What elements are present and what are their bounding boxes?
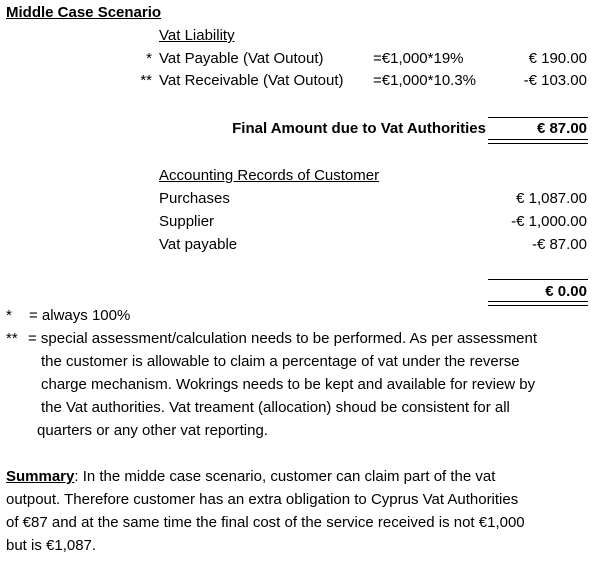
row-label: Supplier [159, 213, 215, 230]
note1-text: = always 100% [29, 307, 131, 324]
final-double-rule [488, 139, 588, 144]
row-marker: ** [140, 72, 152, 89]
row-label: Vat Receivable (Vat Outout) [159, 72, 344, 89]
total-double-rule [488, 301, 588, 306]
final-top-rule [488, 117, 588, 118]
row-formula: =€1,000*19% [373, 50, 464, 67]
row-label: Vat Payable (Vat Outout) [159, 50, 324, 67]
row-amount: € 190.00 [528, 50, 587, 67]
row-amount: -€ 1,000.00 [511, 213, 587, 230]
note2-line: = special assessment/calculation needs to be performed. As per assessment [28, 330, 538, 347]
accounting-heading: Accounting Records of Customer [159, 167, 380, 184]
row-label: Purchases [159, 190, 230, 207]
row-label: Vat payable [159, 236, 238, 253]
summary-text: : In the midde case scenario, customer can claim part of the vat [74, 468, 496, 485]
row-amount: -€ 87.00 [531, 236, 587, 253]
summary-line: but is €1,087. [6, 537, 97, 554]
total-top-rule [488, 279, 588, 280]
page-title: Middle Case Scenario [6, 4, 162, 21]
note2-line: the customer is allowable to claim a percentage of vat under the reverse [41, 353, 520, 370]
note2-marker: ** [6, 330, 18, 347]
note1-marker: * [6, 307, 12, 324]
summary-line: outpout. Therefore customer has an extra obligation to Cyprus Vat Authorities [6, 491, 519, 508]
row-marker: * [146, 50, 152, 67]
summary-line [6, 468, 495, 486]
summary-label: Summary [6, 468, 75, 485]
vat-liability-heading: Vat Liability [159, 27, 235, 44]
note2-line: quarters or any other vat reporting. [37, 422, 268, 439]
row-amount: € 1,087.00 [516, 190, 587, 207]
note2-line: charge mechanism. Wokrings needs to be kept and available for review by [41, 376, 536, 393]
accounting-total: € 0.00 [545, 283, 587, 300]
row-amount: -€ 103.00 [523, 72, 587, 89]
final-amount-value: € 87.00 [536, 120, 587, 137]
final-amount-label: Final Amount due to Vat Authorities [232, 120, 486, 137]
note2-line: the Vat authorities. Vat treament (allocation) shoud be consistent for all [41, 399, 510, 416]
summary-line: of €87 and at the same time the final cost of the service received is not €1,000 [6, 514, 525, 531]
row-formula: =€1,000*10.3% [373, 72, 477, 89]
